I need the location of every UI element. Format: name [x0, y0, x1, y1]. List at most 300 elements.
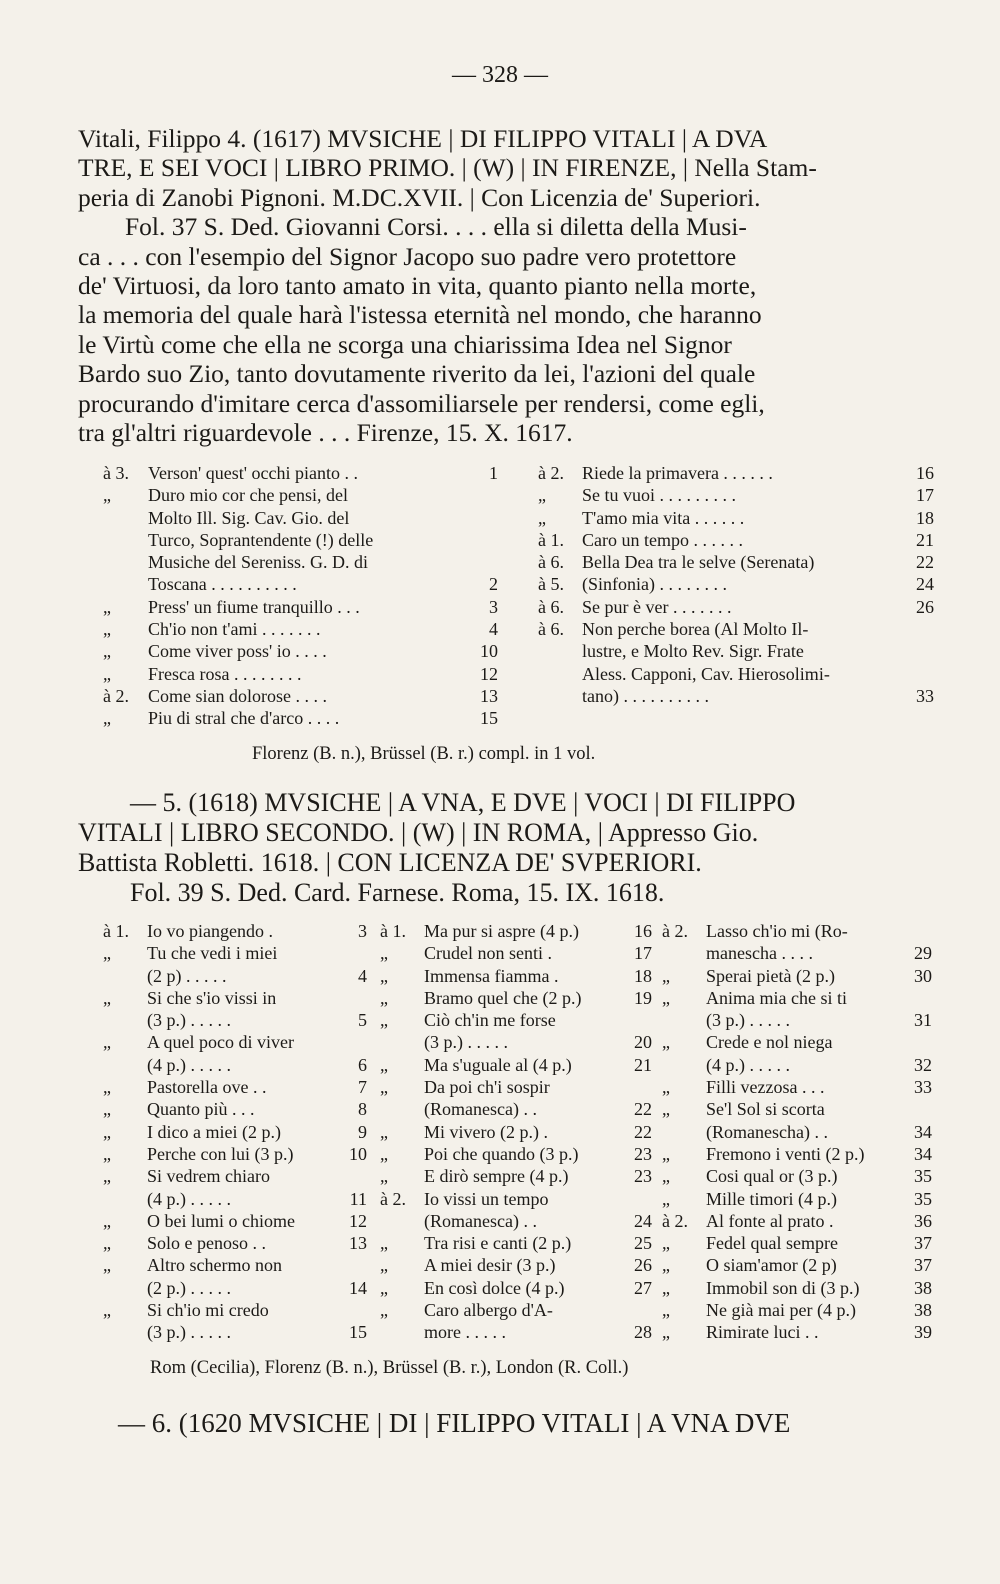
song-title: (4 p.) . . . . .	[147, 1188, 231, 1209]
song-entry	[538, 596, 934, 618]
song-title: Molto Ill. Sig. Cav. Gio. del	[148, 507, 350, 528]
song-entry	[662, 1165, 932, 1187]
voice-count: „	[662, 1277, 670, 1298]
song-entry	[103, 1009, 367, 1031]
voice-count: „	[662, 987, 670, 1008]
song-title: Poi che quando (3 p.)	[424, 1143, 579, 1164]
voice-count: „	[103, 987, 111, 1008]
page-ref: 4	[489, 619, 498, 640]
song-entry	[538, 462, 934, 484]
voice-count: à 6.	[538, 552, 564, 573]
song-entry	[380, 1054, 652, 1076]
song-title: lustre, e Molto Rev. Sigr. Frate	[582, 641, 804, 662]
song-entry	[103, 551, 498, 573]
page-ref: 23	[634, 1143, 652, 1164]
song-title: O bei lumi o chiome	[147, 1210, 295, 1231]
entry-4-line: Bardo suo Zio, tanto dovutamente riverito da lei, l'azioni del quale	[78, 359, 756, 389]
voice-count: „	[662, 965, 670, 986]
voice-count: „	[103, 1300, 111, 1321]
voice-count: „	[662, 1233, 670, 1254]
entry-4-line: TRE, E SEI VOCI | LIBRO PRIMO. | (W) | IN FIRENZE, | Nella Stam-	[78, 153, 817, 183]
page-ref: 12	[480, 663, 498, 684]
voice-count: „	[103, 1077, 111, 1098]
song-entry	[380, 1321, 652, 1343]
song-entry	[538, 663, 934, 685]
song-title: En così dolce (4 p.)	[424, 1277, 565, 1298]
song-entry	[103, 1054, 367, 1076]
voice-count: „	[662, 1188, 670, 1209]
entry-4-line: le Virtù come che ella ne scorga una chiarissima Idea nel Signor	[78, 329, 732, 359]
song-title: Si ch'io mi credo	[147, 1300, 269, 1321]
page-ref: 29	[914, 943, 932, 964]
page-ref: 13	[480, 685, 498, 706]
page-ref: 20	[634, 1032, 652, 1053]
song-title: Ma pur si aspre (4 p.)	[424, 921, 579, 941]
page-ref: 27	[634, 1277, 652, 1298]
song-title: Lasso ch'io mi (Ro-	[706, 921, 848, 941]
song-entry	[380, 942, 652, 964]
song-title: O siam'amor (2 p)	[706, 1255, 837, 1276]
song-entry	[662, 1277, 932, 1299]
voice-count: „	[380, 1255, 388, 1276]
voice-count: „	[380, 1233, 388, 1254]
song-title: more . . . . .	[424, 1322, 506, 1343]
voice-count: „	[103, 641, 111, 662]
voice-count: „	[103, 1099, 111, 1120]
voice-count: „	[103, 1233, 111, 1254]
voice-count: à 2.	[662, 1210, 688, 1231]
song-title: Perche con lui (3 p.)	[147, 1143, 294, 1164]
page-ref: 17	[916, 485, 934, 506]
song-entry	[538, 551, 934, 573]
voice-count: „	[103, 1121, 111, 1142]
song-entry	[538, 529, 934, 551]
voice-count: „	[538, 507, 546, 528]
song-entry	[380, 987, 652, 1009]
voice-count: „	[380, 1054, 388, 1075]
voice-count: à 6.	[538, 619, 564, 640]
song-entry	[103, 1165, 367, 1187]
song-title: manescha . . . .	[706, 943, 813, 964]
song-entry	[103, 596, 498, 618]
voice-count: à 2.	[103, 685, 129, 706]
page-ref: 2	[489, 574, 498, 595]
voice-count: „	[380, 1277, 388, 1298]
voice-count: à 1.	[103, 921, 129, 941]
song-entry	[103, 1299, 367, 1321]
song-title: Al fonte al prato .	[706, 1210, 834, 1231]
voice-count: „	[380, 943, 388, 964]
page-ref: 18	[916, 507, 934, 528]
song-title: Fedel qual sempre	[706, 1233, 838, 1254]
voice-count: „	[662, 1077, 670, 1098]
song-title: Filli vezzosa . . .	[706, 1077, 825, 1098]
song-entry	[380, 920, 652, 942]
song-title: Mille timori (4 p.)	[706, 1188, 837, 1209]
voice-count: „	[662, 1099, 670, 1120]
page-ref: 38	[914, 1277, 932, 1298]
song-title: Caro albergo d'A-	[424, 1300, 553, 1321]
voice-count: „	[103, 1166, 111, 1187]
song-title: Non perche borea (Al Molto Il-	[582, 619, 809, 640]
song-entry	[538, 640, 934, 662]
song-title: (Romanesca) . .	[424, 1210, 537, 1231]
entry-5-line: Fol. 39 S. Ded. Card. Farnese. Roma, 15. IX. 1618.	[130, 878, 665, 907]
page-ref: 37	[914, 1233, 932, 1254]
page-ref: 15	[480, 708, 498, 729]
song-entry	[103, 1277, 367, 1299]
page-ref: 11	[349, 1188, 367, 1209]
song-entry	[103, 663, 498, 685]
song-entry	[103, 1031, 367, 1053]
song-title: Ma s'uguale al (4 p.)	[424, 1054, 572, 1075]
voice-count: „	[662, 1032, 670, 1053]
page-ref: 22	[634, 1121, 652, 1142]
song-title: (3 p.) . . . . .	[706, 1010, 790, 1031]
page-ref: 16	[916, 463, 934, 483]
song-title: I dico a miei (2 p.)	[147, 1121, 281, 1142]
entry-4-line: de' Virtuosi, da loro tanto amato in vita, quanto pianto nella morte,	[78, 271, 757, 301]
song-title: A quel poco di viver	[147, 1032, 294, 1053]
page-ref: 9	[358, 1121, 367, 1142]
song-entry	[662, 1098, 932, 1120]
song-title: Riede la primavera . . . . . .	[582, 463, 773, 483]
page-ref: 7	[358, 1077, 367, 1098]
song-entry	[662, 965, 932, 987]
song-entry	[662, 1054, 932, 1076]
song-title: Quanto più . . .	[147, 1099, 255, 1120]
page-ref: 21	[916, 529, 934, 550]
page-ref: 18	[634, 965, 652, 986]
page-ref: 16	[634, 921, 652, 941]
song-entry	[662, 1254, 932, 1276]
song-entry	[662, 1076, 932, 1098]
song-title: Altro schermo non	[147, 1255, 282, 1276]
page-ref: 38	[914, 1300, 932, 1321]
song-title: Come viver poss' io . . . .	[148, 641, 327, 662]
song-entry	[103, 942, 367, 964]
song-entry	[103, 618, 498, 640]
song-title: Se'l Sol si scorta	[706, 1099, 825, 1120]
voice-count: à 3.	[103, 463, 129, 483]
song-entry	[662, 1299, 932, 1321]
entry-4-line: procurando d'imitare cerca d'assomiliarsele per rendersi, come egli,	[78, 388, 765, 418]
page-ref: 34	[914, 1143, 932, 1164]
song-entry	[380, 1299, 652, 1321]
song-title: (4 p.) . . . . .	[706, 1054, 790, 1075]
song-entry	[380, 965, 652, 987]
song-entry	[380, 1232, 652, 1254]
entry-5-contents-col-2	[380, 920, 652, 1344]
voice-count: „	[380, 1143, 388, 1164]
song-title: Piu di stral che d'arco . . . .	[148, 708, 340, 729]
song-entry	[103, 640, 498, 662]
voice-count: „	[103, 596, 111, 617]
voice-count: „	[380, 965, 388, 986]
song-title: Tu che vedi i miei	[147, 943, 278, 964]
song-title: Si che s'io vissi in	[147, 987, 277, 1008]
voice-count: „	[103, 1032, 111, 1053]
voice-count: „	[103, 1210, 111, 1231]
page-ref: 15	[349, 1322, 367, 1343]
entry-4-holdings: Florenz (B. n.), Brüssel (B. r.) compl. in 1 vol.	[252, 744, 596, 764]
voice-count: „	[662, 1322, 670, 1343]
voice-count: „	[380, 1010, 388, 1031]
page-ref: 3	[489, 596, 498, 617]
song-entry	[103, 1210, 367, 1232]
song-entry	[103, 1254, 367, 1276]
voice-count: „	[662, 1255, 670, 1276]
song-entry	[103, 987, 367, 1009]
song-title: Tra risi e canti (2 p.)	[424, 1233, 572, 1254]
song-title: Toscana . . . . . . . . . .	[148, 574, 297, 595]
voice-count: „	[380, 987, 388, 1008]
page-ref: 24	[916, 574, 934, 595]
song-title: Anima mia che si ti	[706, 987, 847, 1008]
song-title: Verson' quest' occhi pianto . .	[148, 463, 358, 483]
song-entry	[103, 462, 498, 484]
voice-count: à 1.	[380, 921, 406, 941]
entry-4-contents-right	[538, 462, 934, 707]
song-entry	[103, 507, 498, 529]
song-title: Musiche del Sereniss. G. D. di	[148, 552, 368, 573]
song-title: Io vissi un tempo	[424, 1188, 549, 1209]
voice-count: „	[380, 1077, 388, 1098]
page-ref: 21	[634, 1054, 652, 1075]
song-title: Da poi ch'i sospir	[424, 1077, 550, 1098]
voice-count: „	[103, 1143, 111, 1164]
entry-4-line: la memoria del quale harà l'istessa eternità nel mondo, che haranno	[78, 300, 762, 330]
song-entry	[380, 1277, 652, 1299]
song-title: Turco, Soprantendente (!) delle	[148, 529, 374, 550]
song-entry	[538, 507, 934, 529]
song-entry	[380, 1165, 652, 1187]
page-ref: 35	[914, 1166, 932, 1187]
song-title: Immensa fiamma .	[424, 965, 559, 986]
entry-5-line: — 5. (1618) MVSICHE | A VNA, E DVE | VOCI | DI FILIPPO	[130, 788, 796, 817]
song-title: Bramo quel che (2 p.)	[424, 987, 582, 1008]
song-entry	[103, 1098, 367, 1120]
song-title: Caro un tempo . . . . . .	[582, 529, 743, 550]
song-title: Fresca rosa . . . . . . . .	[148, 663, 302, 684]
song-entry	[380, 1143, 652, 1165]
voice-count: „	[103, 619, 111, 640]
voice-count: „	[103, 663, 111, 684]
entry-5-description	[78, 788, 936, 908]
song-entry	[103, 1143, 367, 1165]
song-entry	[538, 573, 934, 595]
song-entry	[103, 1232, 367, 1254]
song-title: (Romanescha) . .	[706, 1121, 828, 1142]
entry-5-contents-col-1	[103, 920, 367, 1344]
song-title: Ne già mai per (4 p.)	[706, 1300, 856, 1321]
song-title: Solo e penoso . .	[147, 1233, 266, 1254]
page-ref: 26	[634, 1255, 652, 1276]
song-entry	[103, 484, 498, 506]
song-entry	[380, 1254, 652, 1276]
song-title: Press' un fiume tranquillo . . .	[148, 596, 360, 617]
page-ref: 12	[349, 1210, 367, 1231]
page-ref: 10	[349, 1143, 367, 1164]
song-title: Crudel non senti .	[424, 943, 552, 964]
page-ref: 22	[634, 1099, 652, 1120]
song-title: Ciò ch'in me forse	[424, 1010, 556, 1031]
page-ref: 31	[914, 1010, 932, 1031]
page-ref: 34	[914, 1121, 932, 1142]
page-ref: 1	[489, 463, 498, 483]
page-ref: 14	[349, 1277, 367, 1298]
page-ref: 37	[914, 1255, 932, 1276]
song-entry	[380, 1009, 652, 1031]
page-ref: 4	[358, 965, 367, 986]
page-ref: 23	[634, 1166, 652, 1187]
song-entry	[380, 1210, 652, 1232]
song-title: (4 p.) . . . . .	[147, 1054, 231, 1075]
entry-4-line: tra gl'altri riguardevole . . . Firenze, 15. X. 1617.	[78, 418, 573, 448]
entry-5-line: VITALI | LIBRO SECONDO. | (W) | IN ROMA, | Appresso Gio.	[78, 818, 759, 847]
voice-count: à 2.	[662, 921, 688, 941]
voice-count: „	[662, 1300, 670, 1321]
voice-count: „	[103, 708, 111, 729]
song-title: T'amo mia vita . . . . . .	[582, 507, 745, 528]
song-entry	[662, 1188, 932, 1210]
song-entry	[538, 685, 934, 707]
page-ref: 10	[480, 641, 498, 662]
entry-5-line: Battista Robletti. 1618. | CON LICENZA DE' SVPERIORI.	[78, 848, 702, 877]
page-ref: 13	[349, 1233, 367, 1254]
song-entry	[103, 529, 498, 551]
voice-count: „	[662, 1166, 670, 1187]
entry-5-holdings: Rom (Cecilia), Florenz (B. n.), Brüssel (B. r.), London (R. Coll.)	[150, 1358, 629, 1378]
entry-6-heading: — 6. (1620 MVSICHE | DI | FILIPPO VITALI | A VNA DVE	[118, 1408, 791, 1438]
song-entry	[662, 1210, 932, 1232]
song-entry	[662, 1143, 932, 1165]
voice-count: à 5.	[538, 574, 564, 595]
page-ref: 36	[914, 1210, 932, 1231]
song-entry	[380, 1098, 652, 1120]
song-entry	[103, 920, 367, 942]
page-ref: 6	[358, 1054, 367, 1075]
page-ref: 17	[634, 943, 652, 964]
page-ref: 35	[914, 1188, 932, 1209]
song-title: A miei desir (3 p.)	[424, 1255, 556, 1276]
entry-4-line: ca . . . con l'esempio del Signor Jacopo suo padre vero protettore	[78, 241, 737, 271]
entry-4-line: peria di Zanobi Pignoni. M.DC.XVII. | Con Licenzia de' Superiori.	[78, 182, 761, 212]
page-ref: 22	[916, 552, 934, 573]
song-entry	[662, 920, 932, 942]
entry-4-line: Fol. 37 S. Ded. Giovanni Corsi. . . . ella si diletta della Musi-	[125, 212, 747, 242]
page-number: — 328 —	[452, 62, 548, 88]
song-title: Come sian dolorose . . . .	[148, 685, 327, 706]
page-ref: 30	[914, 965, 932, 986]
voice-count: „	[538, 485, 546, 506]
voice-count: „	[380, 1300, 388, 1321]
song-title: Se tu vuoi . . . . . . . . .	[582, 485, 737, 506]
song-title: Ch'io non t'ami . . . . . . .	[148, 619, 321, 640]
song-entry	[103, 1188, 367, 1210]
song-entry	[662, 987, 932, 1009]
song-title: Pastorella ove . .	[147, 1077, 267, 1098]
song-title: (Sinfonia) . . . . . . . .	[582, 574, 727, 595]
song-entry	[538, 618, 934, 640]
song-entry	[103, 685, 498, 707]
page-ref: 33	[916, 685, 934, 706]
page-ref: 33	[914, 1077, 932, 1098]
song-entry	[380, 1076, 652, 1098]
song-title: (3 p.) . . . . .	[147, 1322, 231, 1343]
voice-count: „	[662, 1143, 670, 1164]
page-ref: 8	[358, 1099, 367, 1120]
song-title: (2 p) . . . . .	[147, 965, 227, 986]
song-entry	[103, 965, 367, 987]
song-title: (3 p.) . . . . .	[147, 1010, 231, 1031]
song-title: Mi vivero (2 p.) .	[424, 1121, 548, 1142]
song-title: Bella Dea tra le selve (Serenata)	[582, 552, 815, 573]
song-entry	[380, 1188, 652, 1210]
song-entry	[662, 1121, 932, 1143]
page-ref: 3	[358, 921, 367, 941]
entry-4-line: Vitali, Filippo 4. (1617) MVSICHE | DI FILIPPO VITALI | A DVA	[78, 124, 768, 153]
song-title: Fremono i venti (2 p.)	[706, 1143, 865, 1164]
entry-5-contents-col-3	[662, 920, 932, 1344]
song-entry	[103, 1121, 367, 1143]
song-title: Aless. Capponi, Cav. Hierosolimi-	[582, 663, 830, 684]
page-ref: 32	[914, 1054, 932, 1075]
page-ref: 28	[634, 1322, 652, 1343]
song-entry	[103, 1076, 367, 1098]
entry-4-description	[78, 124, 936, 447]
song-entry	[538, 484, 934, 506]
page-ref: 5	[358, 1010, 367, 1031]
song-title: Duro mio cor che pensi, del	[148, 485, 348, 506]
song-title: (3 p.) . . . . .	[424, 1032, 508, 1053]
song-title: Si vedrem chiaro	[147, 1166, 270, 1187]
song-title: Se pur è ver . . . . . . .	[582, 596, 732, 617]
page-ref: 25	[634, 1233, 652, 1254]
voice-count: „	[103, 485, 111, 506]
song-title: (2 p.) . . . . .	[147, 1277, 231, 1298]
page-ref: 19	[634, 987, 652, 1008]
song-entry	[103, 707, 498, 729]
voice-count: „	[103, 943, 111, 964]
song-title: Rimirate luci . .	[706, 1322, 819, 1343]
voice-count: à 6.	[538, 596, 564, 617]
song-entry	[662, 942, 932, 964]
song-entry	[380, 1121, 652, 1143]
song-title: tano) . . . . . . . . . .	[582, 685, 709, 706]
voice-count: „	[103, 1255, 111, 1276]
song-entry	[662, 1321, 932, 1343]
voice-count: „	[380, 1166, 388, 1187]
voice-count: à 2.	[380, 1188, 406, 1209]
song-entry	[380, 1031, 652, 1053]
song-entry	[662, 1031, 932, 1053]
song-title: E dirò sempre (4 p.)	[424, 1166, 569, 1187]
song-title: (Romanesca) . .	[424, 1099, 537, 1120]
song-title: Cosi qual or (3 p.)	[706, 1166, 838, 1187]
voice-count: „	[380, 1121, 388, 1142]
song-title: Sperai pietà (2 p.)	[706, 965, 835, 986]
song-title: Io vo piangendo .	[147, 921, 273, 941]
song-entry	[662, 1009, 932, 1031]
page-ref: 39	[914, 1322, 932, 1343]
song-title: Immobil son di (3 p.)	[706, 1277, 860, 1298]
page-ref: 24	[634, 1210, 652, 1231]
entry-4-contents-left	[103, 462, 498, 730]
song-title: Crede e nol niega	[706, 1032, 833, 1053]
voice-count: à 1.	[538, 529, 564, 550]
voice-count: à 2.	[538, 463, 564, 483]
